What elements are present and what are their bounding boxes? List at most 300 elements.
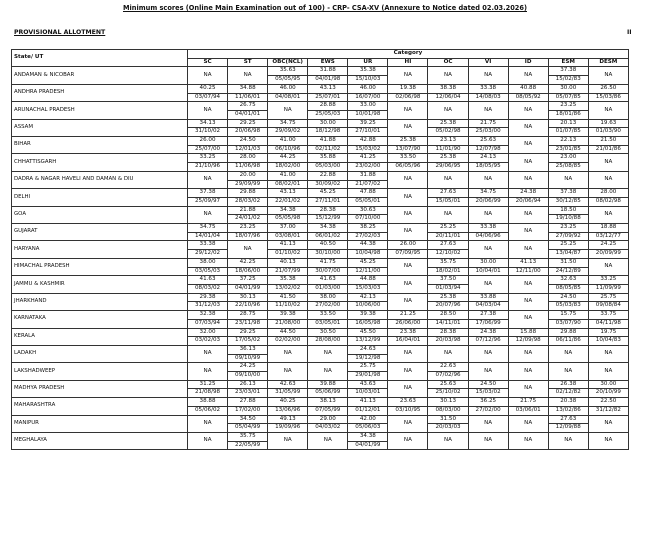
score-value: NA bbox=[444, 350, 453, 357]
score-value: NA bbox=[484, 106, 493, 113]
state-name: ANDAMAN & NICOBAR bbox=[12, 67, 188, 84]
score-cell bbox=[228, 363, 268, 380]
score-value: 21.88 bbox=[228, 207, 267, 216]
cutoff-date: 10/04/01 bbox=[475, 267, 501, 274]
cutoff-date: 11/06/01 bbox=[235, 93, 261, 100]
cutoff-date: 21/10/96 bbox=[194, 163, 221, 170]
cutoff-date: 11/10/02 bbox=[275, 302, 301, 309]
score-value: NA bbox=[403, 419, 412, 426]
score-value: 26.38 bbox=[549, 381, 588, 390]
score-cell bbox=[308, 171, 348, 188]
score-value: 36.13 bbox=[228, 346, 267, 355]
score-cell bbox=[588, 67, 628, 84]
cutoff-date: 20/10/99 bbox=[595, 389, 621, 396]
score-value: 41.63 bbox=[308, 276, 347, 285]
score-cell bbox=[508, 189, 548, 206]
score-cell bbox=[428, 363, 468, 380]
cutoff-date: 09/08/84 bbox=[595, 302, 621, 309]
score-value: 21.25 bbox=[388, 311, 427, 320]
score-value: NA bbox=[403, 228, 412, 235]
score-cell bbox=[308, 224, 348, 241]
table-row bbox=[12, 67, 629, 84]
score-value: 25.38 bbox=[428, 154, 467, 163]
score-cell bbox=[228, 84, 268, 101]
cutoff-date: 29/12/02 bbox=[194, 250, 221, 257]
score-cell bbox=[348, 189, 388, 206]
score-cell bbox=[508, 84, 548, 101]
cutoff-date: 04/11/98 bbox=[595, 319, 621, 326]
score-value: 31.88 bbox=[308, 67, 347, 76]
score-value: 24.25 bbox=[589, 241, 628, 250]
cutoff-date: 19/10/88 bbox=[555, 215, 581, 222]
score-cell bbox=[268, 154, 308, 171]
score-value: 34.38 bbox=[268, 207, 307, 216]
score-value: NA bbox=[444, 437, 453, 444]
score-cell bbox=[588, 415, 628, 432]
cutoff-date: 14/01/04 bbox=[194, 232, 221, 239]
score-cell bbox=[548, 415, 588, 432]
cutoff-date: 30/12/85 bbox=[555, 197, 581, 204]
score-value: 34.38 bbox=[348, 433, 387, 442]
score-value: NA bbox=[203, 437, 212, 444]
score-cell bbox=[548, 311, 588, 328]
score-cell bbox=[228, 137, 268, 154]
score-cell bbox=[348, 380, 388, 397]
score-cell bbox=[188, 345, 228, 362]
cutoff-date: 29/09/99 bbox=[235, 180, 261, 187]
column-header: OC bbox=[428, 58, 468, 67]
score-cell bbox=[388, 241, 428, 258]
score-cell bbox=[588, 311, 628, 328]
score-cell bbox=[308, 311, 348, 328]
score-value: NA bbox=[604, 176, 613, 183]
cutoff-date: 15/12/99 bbox=[315, 215, 341, 222]
score-value: 21.75 bbox=[509, 398, 548, 407]
score-value: 27.38 bbox=[469, 311, 508, 320]
score-cell bbox=[508, 380, 548, 397]
score-value: 31.25 bbox=[188, 381, 227, 390]
score-cell bbox=[308, 345, 348, 362]
cutoff-date: 10/04/98 bbox=[355, 250, 381, 257]
score-cell bbox=[428, 415, 468, 432]
score-cell bbox=[348, 258, 388, 275]
score-value: 41.75 bbox=[308, 259, 347, 268]
score-value: 27.63 bbox=[549, 416, 588, 425]
score-value: 23.25 bbox=[228, 224, 267, 233]
cutoff-date: 03/07/94 bbox=[194, 93, 221, 100]
table-row bbox=[12, 380, 629, 397]
score-value: NA bbox=[243, 71, 252, 78]
score-value: 28.75 bbox=[228, 311, 267, 320]
score-value: 39.88 bbox=[308, 381, 347, 390]
score-value: 18.50 bbox=[549, 207, 588, 216]
score-cell bbox=[348, 154, 388, 171]
score-value: NA bbox=[403, 350, 412, 357]
score-value: 40.25 bbox=[268, 398, 307, 407]
cutoff-date: 22/05/99 bbox=[235, 441, 261, 448]
cutoff-date: 21/07/02 bbox=[355, 180, 381, 187]
score-value: NA bbox=[403, 280, 412, 287]
score-cell bbox=[428, 154, 468, 171]
cutoff-date: 06/05/96 bbox=[395, 163, 421, 170]
score-cell bbox=[188, 119, 228, 136]
score-value: NA bbox=[403, 106, 412, 113]
cutoff-date: 30/10/00 bbox=[315, 250, 341, 257]
score-value: 25.38 bbox=[428, 294, 467, 303]
cutoff-date: 21/07/99 bbox=[275, 267, 301, 274]
score-cell bbox=[508, 415, 548, 432]
score-value: NA bbox=[604, 419, 613, 426]
column-header: ESM bbox=[548, 58, 588, 67]
score-value: NA bbox=[524, 298, 533, 305]
cutoff-date: 10/03/01 bbox=[355, 389, 381, 396]
score-cell bbox=[268, 206, 308, 223]
score-cell bbox=[468, 328, 508, 345]
column-header: DESM bbox=[588, 58, 628, 67]
score-value: 25.63 bbox=[469, 137, 508, 146]
score-value: NA bbox=[524, 437, 533, 444]
score-cell bbox=[188, 154, 228, 171]
cutoff-date: 20/07/96 bbox=[435, 302, 461, 309]
cutoff-date: 23/11/98 bbox=[235, 319, 261, 326]
score-value: NA bbox=[484, 350, 493, 357]
score-cell bbox=[468, 345, 508, 362]
score-value: NA bbox=[524, 141, 533, 148]
score-value: 47.88 bbox=[348, 189, 387, 198]
cutoff-date: 21/01/86 bbox=[595, 145, 621, 152]
score-cell bbox=[308, 102, 348, 119]
state-column-header: State/ UT bbox=[12, 50, 188, 67]
score-value: 28.50 bbox=[428, 311, 467, 320]
table-row bbox=[12, 293, 629, 310]
score-value: NA bbox=[564, 437, 573, 444]
score-value: 37.50 bbox=[428, 276, 467, 285]
score-cell bbox=[508, 171, 548, 188]
column-header: OBC(NCL) bbox=[268, 58, 308, 67]
score-cell bbox=[268, 345, 308, 362]
score-cell bbox=[188, 84, 228, 101]
score-value: 24.63 bbox=[348, 346, 387, 355]
score-cell bbox=[188, 311, 228, 328]
state-name: JHARKHAND bbox=[12, 293, 188, 310]
cutoff-date: 27/02/00 bbox=[475, 406, 501, 413]
score-cell bbox=[228, 311, 268, 328]
state-name: MEGHALAYA bbox=[12, 432, 188, 449]
cutoff-date: 04/08/01 bbox=[275, 93, 301, 100]
score-cell bbox=[268, 328, 308, 345]
state-name: HARYANA bbox=[12, 241, 188, 258]
cutoff-date: 18/06/00 bbox=[235, 267, 261, 274]
score-value: NA bbox=[203, 176, 212, 183]
score-cell bbox=[428, 432, 468, 449]
cutoff-date: 12/06/04 bbox=[435, 93, 461, 100]
score-value: 42.00 bbox=[348, 416, 387, 425]
score-cell bbox=[508, 276, 548, 293]
cutoff-date: 03/10/95 bbox=[395, 406, 421, 413]
score-value: 29.25 bbox=[228, 120, 267, 129]
score-cell bbox=[268, 258, 308, 275]
document-title: Minimum scores (Online Main Examination out of 100) - CRP- CSA-XV (Annexure to Notice dated 02.03.2026) bbox=[122, 4, 527, 12]
score-cell bbox=[388, 328, 428, 345]
cutoff-date: 20/06/94 bbox=[515, 197, 541, 204]
score-value: NA bbox=[564, 350, 573, 357]
cutoff-date: 10/06/00 bbox=[355, 302, 381, 309]
cutoff-date: 12/09/88 bbox=[555, 424, 581, 431]
cutoff-date: 03/05/01 bbox=[315, 319, 341, 326]
score-cell bbox=[428, 276, 468, 293]
cutoff-date: 02/11/02 bbox=[315, 145, 341, 152]
score-value: NA bbox=[484, 176, 493, 183]
score-value: 28.38 bbox=[428, 329, 467, 338]
score-value: NA bbox=[203, 211, 212, 217]
score-cell bbox=[308, 276, 348, 293]
score-value: NA bbox=[323, 367, 332, 374]
cutoff-date: 15/03/02 bbox=[475, 389, 501, 396]
score-cell bbox=[228, 241, 268, 258]
score-cell bbox=[388, 380, 428, 397]
score-value: 31.50 bbox=[428, 416, 467, 425]
table-row bbox=[12, 119, 629, 136]
column-header: VI bbox=[468, 58, 508, 67]
cutoff-date: 13/04/87 bbox=[555, 250, 581, 257]
score-cell bbox=[188, 380, 228, 397]
score-value: 24.50 bbox=[549, 294, 588, 303]
cutoff-date: 03/07/90 bbox=[555, 319, 581, 326]
score-cell bbox=[188, 189, 228, 206]
score-value: NA bbox=[203, 350, 212, 357]
score-cell bbox=[188, 293, 228, 310]
score-value: 35.38 bbox=[268, 276, 307, 285]
cutoff-date: 01/03/90 bbox=[595, 128, 621, 135]
score-cell bbox=[548, 276, 588, 293]
score-cell bbox=[588, 380, 628, 397]
score-cell bbox=[308, 293, 348, 310]
state-name: KARNATAKA bbox=[12, 311, 188, 328]
score-cell bbox=[428, 102, 468, 119]
score-cell bbox=[388, 432, 428, 449]
score-value: NA bbox=[564, 176, 573, 183]
score-cell bbox=[388, 137, 428, 154]
score-cell bbox=[308, 432, 348, 449]
score-cell bbox=[508, 67, 548, 84]
cutoff-date: 20/06/99 bbox=[475, 197, 501, 204]
score-cell bbox=[388, 119, 428, 136]
score-cell bbox=[508, 293, 548, 310]
cutoff-date: 30/07/00 bbox=[315, 267, 341, 274]
score-cell bbox=[468, 241, 508, 258]
score-value: 20.00 bbox=[228, 172, 267, 181]
score-cell bbox=[468, 154, 508, 171]
state-name: LAKSHADWEEP bbox=[12, 363, 188, 380]
cutoff-date: 20/11/01 bbox=[435, 232, 461, 239]
score-cell bbox=[548, 293, 588, 310]
cutoff-date: 13/02/86 bbox=[555, 406, 581, 413]
score-cell bbox=[388, 206, 428, 223]
score-value: NA bbox=[403, 193, 412, 200]
score-value: 24.13 bbox=[469, 154, 508, 163]
cutoff-date: 27/09/92 bbox=[555, 232, 581, 239]
score-cell bbox=[468, 119, 508, 136]
cutoff-date: 25/10/02 bbox=[435, 389, 461, 396]
score-cell bbox=[268, 311, 308, 328]
score-value: 45.50 bbox=[348, 329, 387, 338]
score-cell bbox=[228, 328, 268, 345]
cutoff-date: 03/06/01 bbox=[515, 406, 541, 413]
cutoff-date: 19/09/96 bbox=[275, 424, 301, 431]
cutoff-date: 30/09/02 bbox=[315, 180, 341, 187]
score-value: NA bbox=[283, 106, 292, 113]
cutoff-date: 18/12/98 bbox=[315, 128, 341, 135]
score-value: 31.88 bbox=[348, 172, 387, 181]
score-cell bbox=[348, 328, 388, 345]
score-value: 34.75 bbox=[469, 189, 508, 198]
score-value: 27.63 bbox=[428, 241, 467, 250]
score-cell bbox=[508, 432, 548, 449]
score-cell bbox=[348, 293, 388, 310]
cutoff-date: 09/10/00 bbox=[235, 372, 261, 379]
table-row bbox=[12, 345, 629, 362]
cutoff-date: 25/08/85 bbox=[555, 163, 581, 170]
score-value: 27.88 bbox=[228, 398, 267, 407]
cutoff-date: 03/05/03 bbox=[194, 267, 221, 274]
state-name: ANDHRA PRADESH bbox=[12, 84, 188, 101]
score-cell bbox=[428, 206, 468, 223]
score-cell bbox=[348, 102, 388, 119]
state-name: BIHAR bbox=[12, 137, 188, 154]
score-cell bbox=[508, 345, 548, 362]
table-row bbox=[12, 137, 629, 154]
cutoff-date: 03/12/77 bbox=[595, 232, 621, 239]
score-cell bbox=[348, 119, 388, 136]
score-value: NA bbox=[604, 437, 613, 444]
score-cell bbox=[508, 119, 548, 136]
score-cell bbox=[268, 293, 308, 310]
score-value: 18.88 bbox=[589, 224, 628, 233]
score-value: 15.88 bbox=[509, 329, 548, 338]
cutoff-date: 12/11/00 bbox=[355, 267, 381, 274]
cutoff-date: 20/06/98 bbox=[235, 128, 261, 135]
score-value: 23.13 bbox=[428, 137, 467, 146]
score-value: NA bbox=[524, 419, 533, 426]
score-value: NA bbox=[203, 71, 212, 78]
score-cell bbox=[308, 241, 348, 258]
score-value: NA bbox=[524, 211, 533, 217]
score-cell bbox=[228, 67, 268, 84]
score-value: NA bbox=[484, 367, 493, 374]
score-cell bbox=[428, 189, 468, 206]
state-name: GOA bbox=[12, 206, 188, 223]
score-value: 33.88 bbox=[469, 294, 508, 303]
score-value: 38.13 bbox=[308, 398, 347, 407]
score-value: 35.75 bbox=[428, 259, 467, 268]
score-value: 31.50 bbox=[549, 259, 588, 268]
score-cell bbox=[228, 102, 268, 119]
score-value: 39.38 bbox=[268, 311, 307, 320]
cutoff-date: 05/07/85 bbox=[555, 93, 581, 100]
score-cell bbox=[308, 154, 348, 171]
score-value: NA bbox=[323, 350, 332, 357]
score-value: 41.25 bbox=[348, 154, 387, 163]
cutoff-date: 01/12/01 bbox=[355, 406, 381, 413]
score-value: 43.13 bbox=[268, 189, 307, 198]
score-value: 30.13 bbox=[428, 398, 467, 407]
score-value: 42.13 bbox=[348, 294, 387, 303]
score-value: NA bbox=[524, 228, 533, 235]
score-value: 24.25 bbox=[228, 363, 267, 372]
score-cell bbox=[268, 241, 308, 258]
cutoff-date: 07/05/99 bbox=[315, 406, 341, 413]
score-cell bbox=[588, 432, 628, 449]
score-cell bbox=[308, 380, 348, 397]
cutoff-date: 19/12/98 bbox=[355, 354, 381, 361]
cutoff-date: 31/12/03 bbox=[194, 302, 221, 309]
score-value: 22.50 bbox=[589, 398, 628, 407]
cutoff-date: 16/04/01 bbox=[395, 337, 421, 344]
state-name: ASSAM bbox=[12, 119, 188, 136]
score-cell bbox=[548, 102, 588, 119]
score-cell bbox=[348, 363, 388, 380]
score-value: NA bbox=[604, 106, 613, 113]
table-row bbox=[12, 328, 629, 345]
state-name: LADAKH bbox=[12, 345, 188, 362]
score-value: NA bbox=[524, 123, 533, 130]
cutoff-date: 05/04/99 bbox=[235, 424, 261, 431]
score-value: 25.38 bbox=[388, 137, 427, 146]
table-row bbox=[12, 206, 629, 223]
state-name: DADRA & NAGAR HAVELI AND DAMAN & DIU bbox=[12, 171, 188, 188]
score-value: NA bbox=[403, 211, 412, 217]
score-cell bbox=[388, 189, 428, 206]
cutoff-date: 18/05/95 bbox=[475, 163, 501, 170]
table-row bbox=[12, 276, 629, 293]
score-cell bbox=[268, 398, 308, 415]
score-value: 41.50 bbox=[268, 294, 307, 303]
cutoff-date: 04/01/01 bbox=[235, 110, 261, 117]
cutoff-date: 07/10/00 bbox=[355, 215, 381, 222]
score-cell bbox=[308, 67, 348, 84]
score-value: 24.50 bbox=[228, 137, 267, 146]
score-cell bbox=[388, 67, 428, 84]
score-cell bbox=[348, 415, 388, 432]
score-cell bbox=[428, 241, 468, 258]
cutoff-date: 16/07/00 bbox=[355, 93, 381, 100]
score-value: NA bbox=[403, 367, 412, 374]
score-cell bbox=[508, 363, 548, 380]
score-cell bbox=[548, 67, 588, 84]
score-cell bbox=[588, 276, 628, 293]
score-value: NA bbox=[484, 71, 493, 78]
cutoff-date: 20/03/98 bbox=[435, 337, 461, 344]
score-cell bbox=[188, 432, 228, 449]
score-cell bbox=[348, 224, 388, 241]
score-cell bbox=[548, 84, 588, 101]
score-value: 25.25 bbox=[428, 224, 467, 233]
score-value: 29.00 bbox=[308, 416, 347, 425]
score-cell bbox=[508, 311, 548, 328]
score-value: 44.25 bbox=[268, 154, 307, 163]
score-cell bbox=[188, 258, 228, 275]
score-value: 24.50 bbox=[469, 381, 508, 390]
cutoff-date: 06/11/86 bbox=[555, 337, 581, 344]
score-value: 35.88 bbox=[308, 154, 347, 163]
score-value: NA bbox=[403, 123, 412, 130]
cutoff-date: 02/06/98 bbox=[395, 93, 421, 100]
score-cell bbox=[228, 380, 268, 397]
score-cell bbox=[468, 189, 508, 206]
score-cell bbox=[188, 276, 228, 293]
score-cell bbox=[548, 363, 588, 380]
score-value: 41.88 bbox=[308, 137, 347, 146]
